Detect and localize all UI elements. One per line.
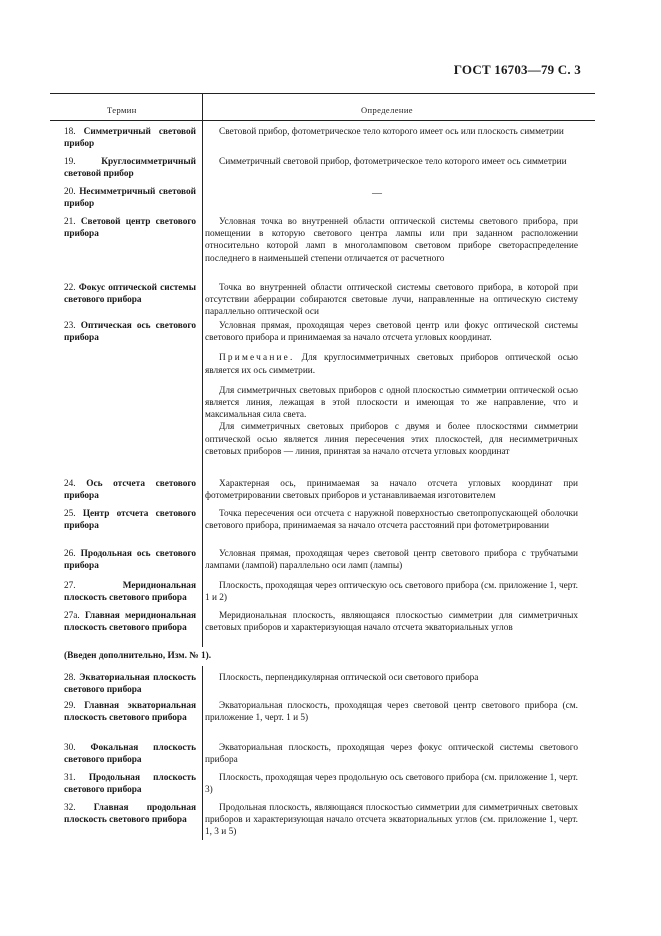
term-19: 19. Круглосимметричный световой прибор — [64, 157, 196, 180]
table-header-rule — [50, 120, 595, 121]
term-24: 24. Ось отсчета светового прибора — [64, 479, 196, 502]
definition-26: Условная прямая, проходящая через световой центр светового прибора с трубчатыми лампами (лампой) параллельно оси ламп (лампы) — [205, 549, 578, 572]
column-header-definition: Определение — [361, 105, 413, 115]
term-30: 30. Фокальная плоскость светового прибора — [64, 743, 196, 766]
term-18: 18. Симметричный световой прибор — [64, 127, 196, 150]
definition-29: Экваториальная плоскость, проходящая через световой центр светового прибора (см. приложение 1, черт. 1 и 5) — [205, 701, 578, 724]
term-31: 31. Продольная плоскость светового прибора — [64, 773, 197, 796]
term-32: 32. Главная продольная плоскость светового прибора — [64, 803, 196, 826]
term-26: 26. Продольная ось светового прибора — [64, 549, 196, 572]
term-22: 22. Фокус оптической системы светового прибора — [64, 283, 196, 306]
definition-27: Плоскость, проходящая через оптическую ось светового прибора (см. приложение 1, черт. 1 и 2) — [205, 581, 578, 604]
term-25: 25. Центр отсчета светового прибора — [64, 509, 197, 532]
definition-19: Симметричный световой прибор, фотометрическое тело которого имеет ось симметрии — [219, 157, 567, 167]
term-20: 20. Несимметричный световой прибор — [64, 187, 197, 210]
definition-27a: Меридиональная плоскость, являющаяся плоскостью симметрии для симметричных световых приборов и характеризующая начало отсчета экваториальных углов — [205, 611, 578, 634]
definition-21: Условная точка во внутренней области оптической системы светового прибора, при помещении в которую светового центра лампы или при заданном расположении относительно которой ламп в многоламповом световом приборе светораспределение последнего в наименьшей степени отличается от расчетного — [205, 217, 578, 264]
term-29: 29. Главная экваториальная плоскость светового прибора — [64, 701, 196, 724]
term-27a: 27а. Главная меридиональная плоскость светового прибора — [64, 611, 197, 634]
definition-25: Точка пересечения оси отсчета с наружной поверхностью светопропускающей оболочки светового прибора, принимаемая за начало отсчета расстояний при фотометрировании — [205, 509, 578, 532]
column-header-term: Термин — [107, 105, 137, 115]
definition-18: Световой прибор, фотометрическое тело которого имеет ось или плоскость симметрии — [219, 127, 564, 137]
note-label: Примечание. — [219, 353, 295, 364]
definition-24: Характерная ось, принимаемая за начало отсчета угловых координат при фотометрировании световых приборов и устанавливаемая изготовителем — [205, 479, 578, 502]
definition-23: Условная прямая, проходящая через световой центр или фокус оптической системы светового прибора и принимаемая за начало отсчета угловых координат. Примечание. Для круглосимметричных световых приборов оптической осью является их ось симметрии. Для симметричных световых приборов с одной плоскостью симметрии оптической осью является линия, лежащая в этой плоскости и имеющая то же направление, что и максимальная сила света. Для симметричных световых приборов с двумя и более плоскостями симметрии оптической осью является линия пересечения этих плоскостей, для несимметричных световых приборов — линия, принятая за начало отсчета угловых координат — [205, 321, 579, 457]
definition-30: Экваториальная плоскость, проходящая через фокус оптической системы светового прибора — [205, 743, 578, 766]
term-23: 23. Оптическая ось светового прибора — [64, 321, 197, 344]
definition-31: Плоскость, проходящая через продольную ось светового прибора (см. приложение 1, черт. 3) — [205, 773, 578, 796]
definition-32: Продольная плоскость, являющаяся плоскостью симметрии для симметричных световых приборов и характеризующая начало отсчета экваториальных углов (см. приложение 1, черт. 1, 3 и 5) — [205, 803, 578, 838]
term-21: 21. Световой центр светового прибора — [64, 217, 197, 240]
page-header: ГОСТ 16703—79 С. 3 — [453, 62, 581, 77]
term-27: 27. Меридиональная плоскость светового прибора — [64, 581, 196, 604]
table-top-rule — [50, 93, 595, 94]
column-divider — [202, 93, 203, 647]
term-28: 28. Экваториальная плоскость светового прибора — [64, 673, 196, 696]
amendment-note: (Введен дополнительно, Изм. № 1). — [64, 651, 212, 661]
column-divider — [202, 666, 203, 840]
definition-22: Точка во внутренней области оптической системы светового прибора, в которой при отсутствии аберрации собираются световые лучи, направленные на оптическую систему параллельно оптической оси — [205, 283, 578, 318]
definition-20: — — [372, 188, 382, 199]
definition-28: Плоскость, перпендикулярная оптической оси светового прибора — [219, 673, 479, 683]
